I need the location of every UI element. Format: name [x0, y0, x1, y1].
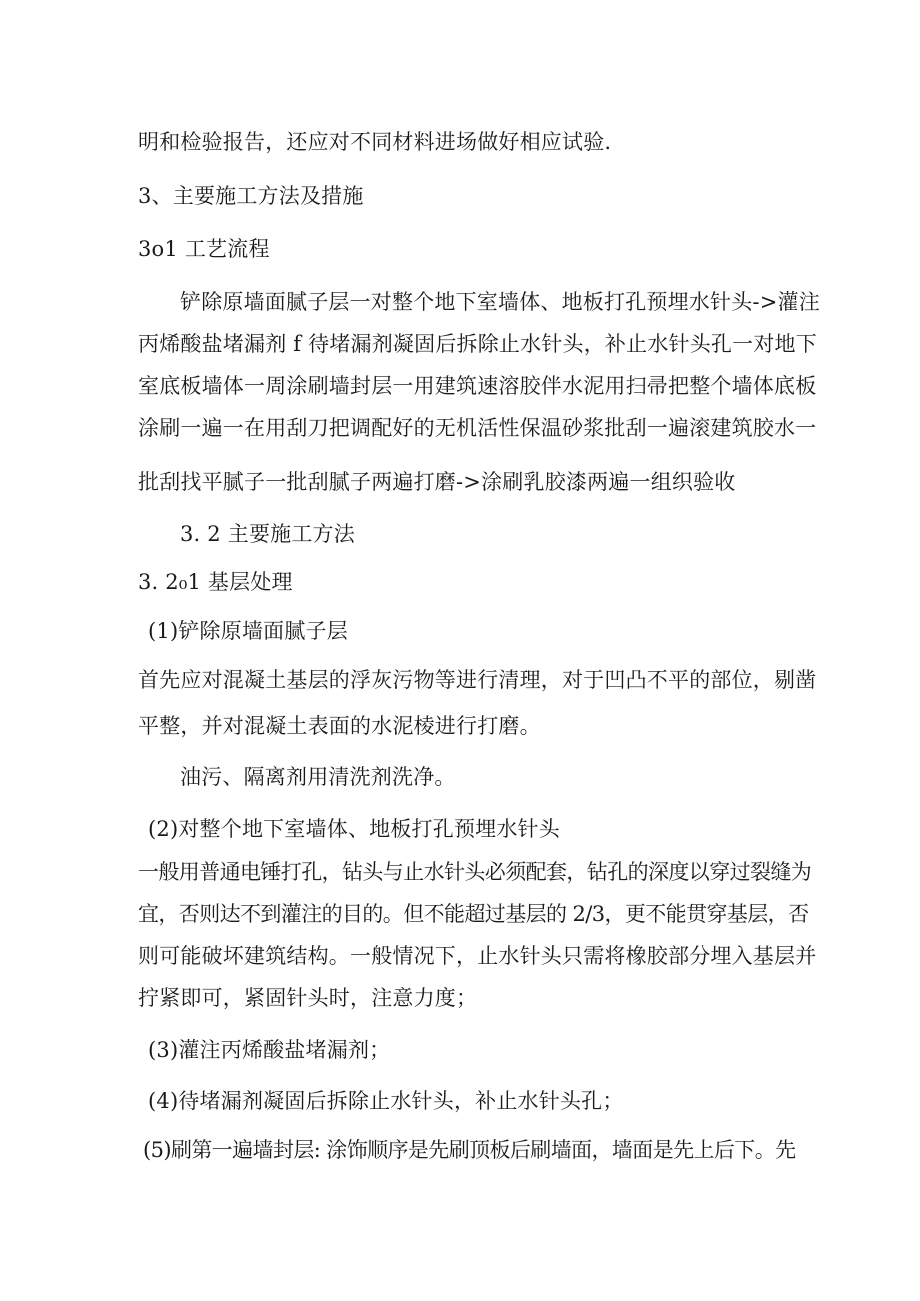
paragraph-line: 则可能破坏建筑结构。一般情况下，止水针头只需将橡胶部分埋入基层并 — [138, 944, 817, 968]
paragraph-line: 油污、隔离剂用清洗剂洗净。 — [180, 765, 456, 789]
list-item: (4)待堵漏剂凝固后拆除止水针头，补止水针头孔； — [148, 1089, 624, 1113]
paragraph-line: 首先应对混凝土基层的浮灰污物等进行清理，对于凹凸不平的部位，剔凿 — [138, 668, 817, 692]
section-heading: 3、主要施工方法及措施 — [138, 184, 364, 208]
paragraph-line: 涂刷一遍一在用刮刀把调配好的无机活性保温砂浆批刮一遍滚建筑胶水一 — [138, 416, 817, 440]
list-item: (5)刷第一遍墙封层: 涂饰顺序是先刷顶板后刷墙面，墙面是先上后下。先 — [143, 1138, 796, 1162]
subsection-heading: 3. 2₀1 基层处理 — [138, 570, 293, 594]
subsection-heading: 3. 2 主要施工方法 — [180, 522, 355, 546]
paragraph-line: 室底板墙体一周涂刷墙封层一用建筑速溶胶伴水泥用扫帚把整个墙体底板 — [138, 374, 817, 398]
paragraph-line: 拧紧即可，紧固针头时，注意力度； — [138, 986, 478, 1010]
list-item: (1)铲除原墙面腻子层 — [148, 619, 348, 643]
paragraph-line: 批刮找平腻子一批刮腻子两遍打磨->涂刷乳胶漆两遍一组织验收 — [138, 470, 736, 494]
paragraph-line: 宜，否则达不到灌注的目的。但不能超过基层的 2/3，更不能贯穿基层，否 — [138, 902, 809, 926]
paragraph-line: 一般用普通电锤打孔，钻头与止水针头必须配套，钻孔的深度以穿过裂缝为 — [138, 860, 812, 884]
subsection-heading: 3o1 工艺流程 — [138, 237, 270, 261]
list-item: (2)对整个地下室墙体、地板打孔预埋水针头 — [148, 817, 560, 841]
paragraph-line: 丙烯酸盐堵漏剂 f 待堵漏剂凝固后拆除止水针头，补止水针头孔一对地下 — [138, 332, 817, 356]
paragraph-line: 明和检验报告，还应对不同材料进场做好相应试验. — [138, 130, 612, 154]
list-item: (3)灌注丙烯酸盐堵漏剂； — [148, 1038, 391, 1062]
paragraph-line: 平整，并对混凝土表面的水泥棱进行打磨。 — [138, 714, 541, 738]
paragraph-line: 铲除原墙面腻子层一对整个地下室墙体、地板打孔预埋水针头->灌注 — [180, 290, 820, 314]
